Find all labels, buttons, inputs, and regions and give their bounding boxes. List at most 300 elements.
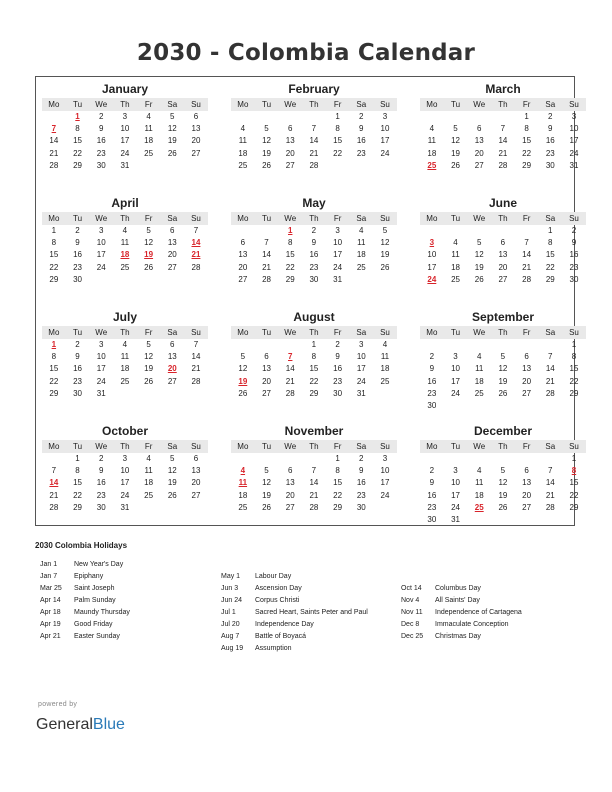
week-row <box>420 135 586 147</box>
day-cell: 9 <box>571 238 577 248</box>
holiday-name: All Saints' Day <box>435 597 480 604</box>
day-cell: 6 <box>500 238 506 248</box>
day-cell: 11 <box>475 364 484 374</box>
weekday-label: Sa <box>167 100 178 109</box>
day-cell: 19 <box>167 478 177 488</box>
holiday-item <box>401 631 571 643</box>
weekday-label: Su <box>569 442 579 451</box>
holiday-name: Easter Sunday <box>74 633 120 640</box>
day-cell: 3 <box>571 112 577 121</box>
day-cell: 28 <box>285 388 295 398</box>
weekday-label: Mo <box>426 100 438 109</box>
day-cell: 15 <box>333 478 343 488</box>
day-cell <box>137 388 161 400</box>
day-cell <box>89 274 113 286</box>
weekday-label: Fr <box>144 328 153 337</box>
weekday-label: Sa <box>167 328 178 337</box>
holiday-name: Maundy Thursday <box>74 609 130 616</box>
week-row <box>231 363 397 375</box>
day-cell: 1 <box>51 226 57 235</box>
week-row <box>42 453 208 465</box>
day-cell: 6 <box>524 352 529 362</box>
day-cell: 11 <box>238 136 247 146</box>
day-cell: 21 <box>309 490 319 500</box>
day-cell: 7 <box>548 466 553 476</box>
day-cell: 26 <box>498 502 508 512</box>
day-cell: 7 <box>311 466 317 476</box>
holiday-item <box>40 559 190 571</box>
week-row <box>420 262 586 274</box>
day-cell: 17 <box>120 478 130 488</box>
week-row <box>231 249 397 261</box>
day-cell <box>137 274 161 286</box>
day-cell <box>278 111 302 123</box>
day-cell <box>491 111 515 123</box>
week-row <box>42 237 208 249</box>
day-cell: 3 <box>453 352 458 362</box>
month-4 <box>231 195 397 286</box>
day-cell: 7 <box>51 466 57 476</box>
holiday-name: Good Friday <box>74 621 113 628</box>
day-cell: 23 <box>569 262 579 272</box>
day-cell: 13 <box>285 478 295 488</box>
day-cell: 2 <box>75 226 80 235</box>
weekday-label: Sa <box>167 442 178 451</box>
day-cell: 12 <box>144 352 154 362</box>
month-name: December <box>473 424 533 438</box>
day-cell <box>184 388 208 400</box>
day-cell: 21 <box>522 262 532 272</box>
day-cell: 19 <box>262 148 271 158</box>
day-cell: 29 <box>73 502 82 512</box>
holiday-day-cell: 11 <box>238 478 248 488</box>
day-cell: 8 <box>287 238 293 248</box>
day-cell: 18 <box>238 148 248 158</box>
day-cell <box>491 339 515 351</box>
day-cell: 31 <box>333 274 343 284</box>
day-cell: 20 <box>498 262 508 272</box>
weekday-label: Fr <box>144 214 153 223</box>
day-cell: 24 <box>451 502 460 512</box>
day-cell <box>491 514 515 526</box>
day-cell: 22 <box>49 262 59 272</box>
weekday-label: Tu <box>451 100 461 109</box>
week-row <box>231 477 397 489</box>
day-cell: 9 <box>311 238 317 248</box>
weekday-label: Tu <box>73 442 83 451</box>
holiday-item <box>221 571 391 583</box>
day-cell: 3 <box>335 226 340 235</box>
day-cell: 6 <box>264 352 269 362</box>
day-cell: 13 <box>522 478 532 488</box>
day-cell: 12 <box>474 250 484 260</box>
holiday-day-cell: 1 <box>287 226 293 235</box>
day-cell: 9 <box>359 466 364 476</box>
day-cell <box>349 274 373 286</box>
day-cell: 11 <box>475 478 484 488</box>
holiday-day-cell: 4 <box>240 466 246 476</box>
day-cell: 3 <box>98 340 104 349</box>
day-cell: 26 <box>238 388 248 398</box>
day-cell <box>491 400 515 412</box>
day-cell: 5 <box>476 238 482 248</box>
day-cell: 11 <box>120 352 130 362</box>
week-row <box>42 477 208 489</box>
holiday-date: Aug 7 <box>221 633 240 640</box>
day-cell: 26 <box>474 274 484 284</box>
holiday-name: Saint Joseph <box>74 585 115 592</box>
week-row <box>231 225 397 237</box>
day-cell: 21 <box>498 148 508 158</box>
day-cell: 17 <box>427 262 437 272</box>
day-cell: 25 <box>474 388 484 398</box>
day-cell: 22 <box>285 262 295 272</box>
weekday-label: Fr <box>333 214 342 223</box>
day-cell: 12 <box>380 238 390 248</box>
day-cell: 11 <box>427 136 436 146</box>
day-cell: 19 <box>167 136 177 146</box>
day-cell: 14 <box>309 478 319 488</box>
day-cell <box>231 111 255 123</box>
day-cell: 14 <box>309 136 319 146</box>
day-cell: 16 <box>356 478 366 488</box>
weekday-label: We <box>95 214 108 223</box>
weekday-label: Sa <box>356 442 367 451</box>
holiday-day-cell: 24 <box>427 274 437 284</box>
day-cell: 15 <box>569 364 579 374</box>
day-cell <box>113 274 137 286</box>
weekday-label: Th <box>498 328 508 337</box>
day-cell <box>373 388 397 400</box>
week-row <box>420 274 586 286</box>
day-cell: 17 <box>380 478 390 488</box>
day-cell: 23 <box>333 376 343 386</box>
week-row <box>42 249 208 261</box>
day-cell: 14 <box>545 478 555 488</box>
month-name: March <box>485 82 521 96</box>
day-cell: 26 <box>144 376 154 386</box>
day-cell: 21 <box>262 262 271 272</box>
day-cell <box>373 502 397 514</box>
day-cell: 29 <box>545 274 555 284</box>
holiday-day-cell: 7 <box>51 124 57 134</box>
weekday-header <box>42 212 208 225</box>
day-cell: 19 <box>474 262 484 272</box>
holiday-date: Apr 18 <box>40 609 61 616</box>
holiday-day-cell: 1 <box>75 112 80 121</box>
holiday-item <box>401 607 571 619</box>
day-cell <box>184 160 208 172</box>
week-row <box>42 465 208 477</box>
day-cell: 28 <box>309 502 319 512</box>
week-row <box>231 339 397 351</box>
day-cell: 25 <box>120 262 130 272</box>
week-row <box>42 351 208 363</box>
day-cell: 10 <box>96 238 106 248</box>
day-cell: 10 <box>120 466 130 476</box>
day-cell <box>444 111 468 123</box>
day-cell: 11 <box>357 238 366 248</box>
day-cell: 13 <box>167 238 177 248</box>
day-cell: 16 <box>333 364 343 374</box>
holiday-date: Aug 19 <box>221 645 244 652</box>
holiday-item <box>40 583 190 595</box>
day-cell: 21 <box>49 148 59 158</box>
weekday-label: Tu <box>262 100 272 109</box>
day-cell: 21 <box>191 364 201 374</box>
weekday-label: Su <box>569 100 579 109</box>
day-cell: 6 <box>287 466 293 476</box>
holiday-name: Immaculate Conception <box>435 621 509 628</box>
day-cell: 10 <box>427 250 437 260</box>
weekday-label: Mo <box>426 328 438 337</box>
weekday-label: Sa <box>545 100 556 109</box>
day-cell: 5 <box>170 112 175 121</box>
day-cell: 1 <box>571 454 577 463</box>
day-cell: 17 <box>333 250 343 260</box>
day-cell: 5 <box>170 454 175 463</box>
holiday-day-cell: 19 <box>238 376 248 386</box>
day-cell: 4 <box>382 340 388 349</box>
day-cell <box>278 453 302 465</box>
day-cell: 28 <box>262 274 271 284</box>
day-cell: 25 <box>356 262 366 272</box>
week-row <box>420 477 586 489</box>
day-cell: 29 <box>569 388 579 398</box>
day-cell: 15 <box>49 364 59 374</box>
day-cell: 31 <box>96 388 106 398</box>
day-cell: 22 <box>569 376 579 386</box>
weekday-label: We <box>284 328 297 337</box>
day-cell: 28 <box>49 502 59 512</box>
day-cell: 30 <box>569 274 579 284</box>
holiday-name: Labour Day <box>255 573 292 580</box>
day-cell: 27 <box>474 160 484 170</box>
weekday-label: Mo <box>48 100 60 109</box>
day-cell <box>349 160 373 172</box>
day-cell: 8 <box>335 124 340 134</box>
day-cell: 8 <box>571 352 577 362</box>
day-cell: 30 <box>73 274 82 284</box>
day-cell: 23 <box>356 490 366 500</box>
day-cell: 30 <box>427 400 437 410</box>
weekday-label: Tu <box>73 328 83 337</box>
holiday-item <box>401 619 571 631</box>
day-cell: 11 <box>451 250 460 260</box>
weekday-label: Sa <box>356 328 367 337</box>
weekday-label: Fr <box>144 442 153 451</box>
holidays-title: 2030 Colombia Holidays <box>35 541 128 550</box>
day-cell: 23 <box>545 148 555 158</box>
day-cell: 2 <box>571 226 577 235</box>
day-cell: 18 <box>451 262 460 272</box>
day-cell: 11 <box>144 124 153 134</box>
weekday-label: Mo <box>237 442 249 451</box>
day-cell: 18 <box>120 364 130 374</box>
day-cell: 10 <box>120 124 130 134</box>
weekday-label: Sa <box>545 214 556 223</box>
holiday-item <box>40 619 190 631</box>
day-cell: 30 <box>309 274 319 284</box>
week-row <box>42 262 208 274</box>
day-cell: 2 <box>429 466 435 476</box>
weekday-label: We <box>284 100 297 109</box>
weekday-label: We <box>95 442 108 451</box>
day-cell: 9 <box>98 124 104 134</box>
holiday-day-cell: 21 <box>191 250 201 260</box>
day-cell: 19 <box>144 364 154 374</box>
week-row <box>42 490 208 502</box>
day-cell: 3 <box>122 454 128 463</box>
day-cell <box>515 514 539 526</box>
day-cell: 24 <box>569 148 579 158</box>
week-row <box>420 376 586 388</box>
day-cell: 29 <box>49 388 59 398</box>
week-row <box>231 262 397 274</box>
day-cell: 19 <box>498 376 508 386</box>
weekday-label: Sa <box>545 328 556 337</box>
holiday-date: Nov 11 <box>401 609 423 616</box>
day-cell: 10 <box>333 238 343 248</box>
holiday-day-cell: 14 <box>191 238 201 248</box>
day-cell: 26 <box>498 388 508 398</box>
holiday-name: Ascension Day <box>255 585 302 592</box>
day-cell: 5 <box>146 226 151 235</box>
day-cell: 10 <box>380 466 390 476</box>
day-cell: 3 <box>98 226 104 235</box>
day-cell: 11 <box>144 466 153 476</box>
day-cell <box>538 400 562 412</box>
day-cell <box>467 339 491 351</box>
day-cell: 27 <box>522 388 532 398</box>
weekday-label: Su <box>380 328 390 337</box>
holiday-item <box>401 583 571 595</box>
week-row <box>420 502 586 514</box>
day-cell: 10 <box>451 364 460 374</box>
day-cell: 9 <box>335 352 340 362</box>
weekday-label: Th <box>120 214 130 223</box>
week-row <box>420 237 586 249</box>
holiday-date: Jan 7 <box>40 573 58 580</box>
day-cell: 8 <box>51 238 57 248</box>
weekday-label: Su <box>191 442 201 451</box>
day-cell: 30 <box>356 502 366 512</box>
day-cell: 8 <box>524 124 529 134</box>
holiday-item <box>221 583 391 595</box>
day-cell: 8 <box>335 466 340 476</box>
holiday-date: Dec 8 <box>401 621 420 628</box>
weekday-label: Th <box>498 214 508 223</box>
day-cell: 30 <box>333 388 343 398</box>
weekday-label: Fr <box>333 100 342 109</box>
day-cell: 5 <box>264 124 269 134</box>
day-cell: 12 <box>238 364 248 374</box>
weekday-label: Th <box>120 100 130 109</box>
month-name: September <box>471 310 535 324</box>
holiday-date: Jan 1 <box>40 561 58 568</box>
day-cell: 20 <box>522 376 532 386</box>
week-row <box>42 388 208 400</box>
weekday-label: We <box>473 214 486 223</box>
day-cell: 9 <box>75 352 80 362</box>
day-cell <box>538 453 562 465</box>
day-cell: 23 <box>427 388 437 398</box>
day-cell: 31 <box>120 502 130 512</box>
week-row <box>231 351 397 363</box>
week-row <box>420 490 586 502</box>
day-cell: 5 <box>264 466 269 476</box>
day-cell: 28 <box>309 160 319 170</box>
day-cell: 4 <box>429 124 435 134</box>
holiday-name: Assumption <box>255 645 292 652</box>
weekday-label: Mo <box>237 214 249 223</box>
day-cell: 4 <box>476 466 482 476</box>
day-cell: 24 <box>380 148 390 158</box>
day-cell: 6 <box>170 340 175 349</box>
weekday-header <box>42 440 208 453</box>
day-cell: 17 <box>96 250 106 260</box>
weekday-label: Fr <box>333 442 342 451</box>
day-cell: 1 <box>75 454 80 463</box>
day-cell: 26 <box>167 490 177 500</box>
day-cell: 10 <box>569 124 579 134</box>
week-row <box>420 339 586 351</box>
day-cell: 15 <box>49 250 59 260</box>
day-cell: 16 <box>569 250 579 260</box>
day-cell: 29 <box>522 160 532 170</box>
day-cell: 4 <box>122 340 128 349</box>
day-cell: 17 <box>451 490 460 500</box>
holiday-date: Mar 25 <box>40 585 62 592</box>
week-row <box>42 376 208 388</box>
weekday-label: Fr <box>144 100 153 109</box>
holiday-date: Dec 25 <box>401 633 424 640</box>
day-cell: 7 <box>311 124 317 134</box>
holiday-date: May 1 <box>221 573 241 580</box>
week-row <box>420 453 586 465</box>
day-cell: 6 <box>287 124 293 134</box>
day-cell <box>255 225 279 237</box>
brand-logo[interactable] <box>36 716 125 734</box>
day-cell: 28 <box>191 376 201 386</box>
day-cell: 18 <box>238 490 248 500</box>
weekday-header <box>231 212 397 225</box>
day-cell: 26 <box>380 262 390 272</box>
day-cell: 31 <box>451 514 460 524</box>
week-row <box>231 148 397 160</box>
day-cell: 27 <box>522 502 532 512</box>
month-7 <box>231 309 397 400</box>
week-row <box>420 514 586 526</box>
day-cell: 3 <box>359 340 364 349</box>
day-cell: 27 <box>498 274 508 284</box>
weekday-label: Tu <box>262 442 272 451</box>
day-cell <box>420 225 444 237</box>
day-cell: 17 <box>380 136 390 146</box>
day-cell: 17 <box>451 376 460 386</box>
holiday-name: Battle of Boyacá <box>255 633 306 640</box>
day-cell: 25 <box>238 160 248 170</box>
day-cell: 9 <box>98 466 104 476</box>
day-cell: 26 <box>262 502 271 512</box>
day-cell: 3 <box>122 112 128 121</box>
day-cell: 23 <box>73 262 82 272</box>
day-cell: 31 <box>356 388 366 398</box>
day-cell: 23 <box>73 376 82 386</box>
weekday-label: Sa <box>356 214 367 223</box>
day-cell: 2 <box>98 454 104 463</box>
month-2 <box>420 81 586 172</box>
